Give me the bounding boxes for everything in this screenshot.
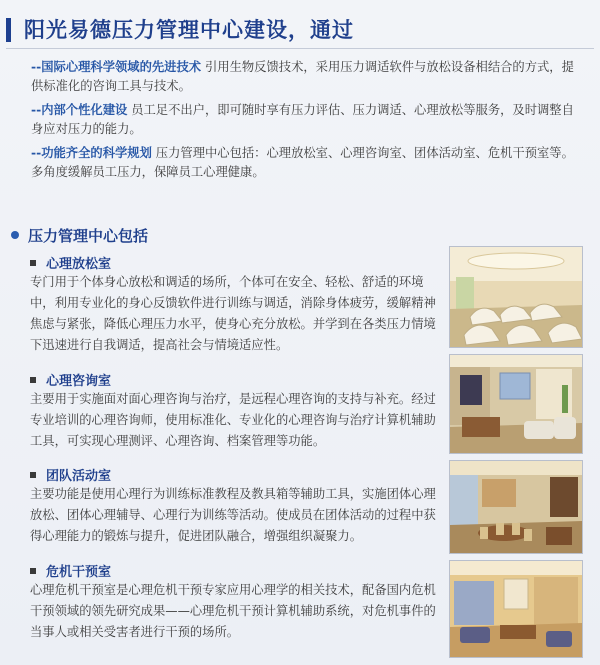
- crisis-room-photo: [449, 560, 583, 658]
- title-accent-bar: [6, 18, 11, 42]
- room-title-crisis: 危机干预室: [46, 565, 112, 580]
- room-heading-team: [30, 465, 111, 484]
- square-bullet-icon: [30, 472, 36, 478]
- intro-paragraph-2: [31, 101, 576, 139]
- intro-block: [31, 58, 576, 187]
- square-bullet-icon: [30, 377, 36, 383]
- relaxation-room-photo: [449, 246, 583, 348]
- room-title-team: 团队活动室: [46, 469, 112, 484]
- room-heading-relaxation: [30, 253, 111, 272]
- room-text-relaxation: 专门用于个体身心放松和调适的场所，个体可在安全、轻松、舒适的环境中，利用专业化的身心反馈软件进行训练与调适，消除身体疲劳，缓解精神焦虑与紧张，降低心理压力水平，使身心充分放松。并学到在各类压力情境下迅速进行自我调适，提高社会与情境适应性。: [30, 275, 436, 352]
- intro-text-3: 压力管理中心包括：心理放松室、心理咨询室、团体活动室、危机干预室等。多角度缓解员工压力，保障员工心理健康。: [31, 146, 574, 179]
- intro-text-2: 员工足不出户，即可随时享有压力评估、压力调适、心理放松等服务，及时调整自身应对压力的能力。: [31, 103, 574, 136]
- section-heading: [11, 225, 148, 246]
- room-title-relaxation: 心理放松室: [46, 257, 112, 272]
- room-title-counseling: 心理咨询室: [46, 374, 112, 389]
- intro-text-1: 引用生物反馈技术，采用压力调适软件与放松设备相结合的方式，提供标准化的咨询工具与技术。: [31, 60, 574, 93]
- team-activity-room-photo: [449, 460, 583, 554]
- room-heading-crisis: [30, 561, 111, 580]
- room-text-counseling: 主要用于实施面对面心理咨询与治疗，是远程心理咨询的支持与补充。经过专业培训的心理咨询师，使用标准化、专业化的心理咨询与治疗计算机辅助工具，可实现心理测评、心理咨询、档案管理等功能。: [30, 392, 436, 448]
- counseling-room-photo: [449, 354, 583, 454]
- title-divider: [6, 48, 594, 49]
- intro-lead-1: --国际心理科学领域的先进技术: [31, 60, 202, 74]
- intro-lead-3: --功能齐全的科学规划: [31, 146, 152, 160]
- square-bullet-icon: [30, 568, 36, 574]
- room-text-crisis: 心理危机干预室是心理危机干预专家应用心理学的相关技术，配备国内危机干预领域的领先研究成果——心理危机干预计算机辅助系统，对危机事件的当事人或相关受害者进行干预的场所。: [30, 583, 436, 639]
- bullet-dot-icon: [11, 231, 19, 239]
- intro-paragraph-1: [31, 58, 576, 96]
- square-bullet-icon: [30, 260, 36, 266]
- room-heading-counseling: [30, 370, 111, 389]
- intro-lead-2: --内部个性化建设: [31, 103, 128, 117]
- page-title: 阳光易德压力管理中心建设，通过: [24, 18, 354, 42]
- intro-paragraph-3: [31, 144, 576, 182]
- room-text-team: 主要功能是使用心理行为训练标准教程及教具箱等辅助工具，实施团体心理放松、团体心理辅导、心理行为训练等活动。使成员在团体活动的过程中获得心理能力的锻炼与提升，促进团队融合，增强组织凝聚力。: [30, 487, 436, 543]
- section-title: 压力管理中心包括: [28, 227, 149, 245]
